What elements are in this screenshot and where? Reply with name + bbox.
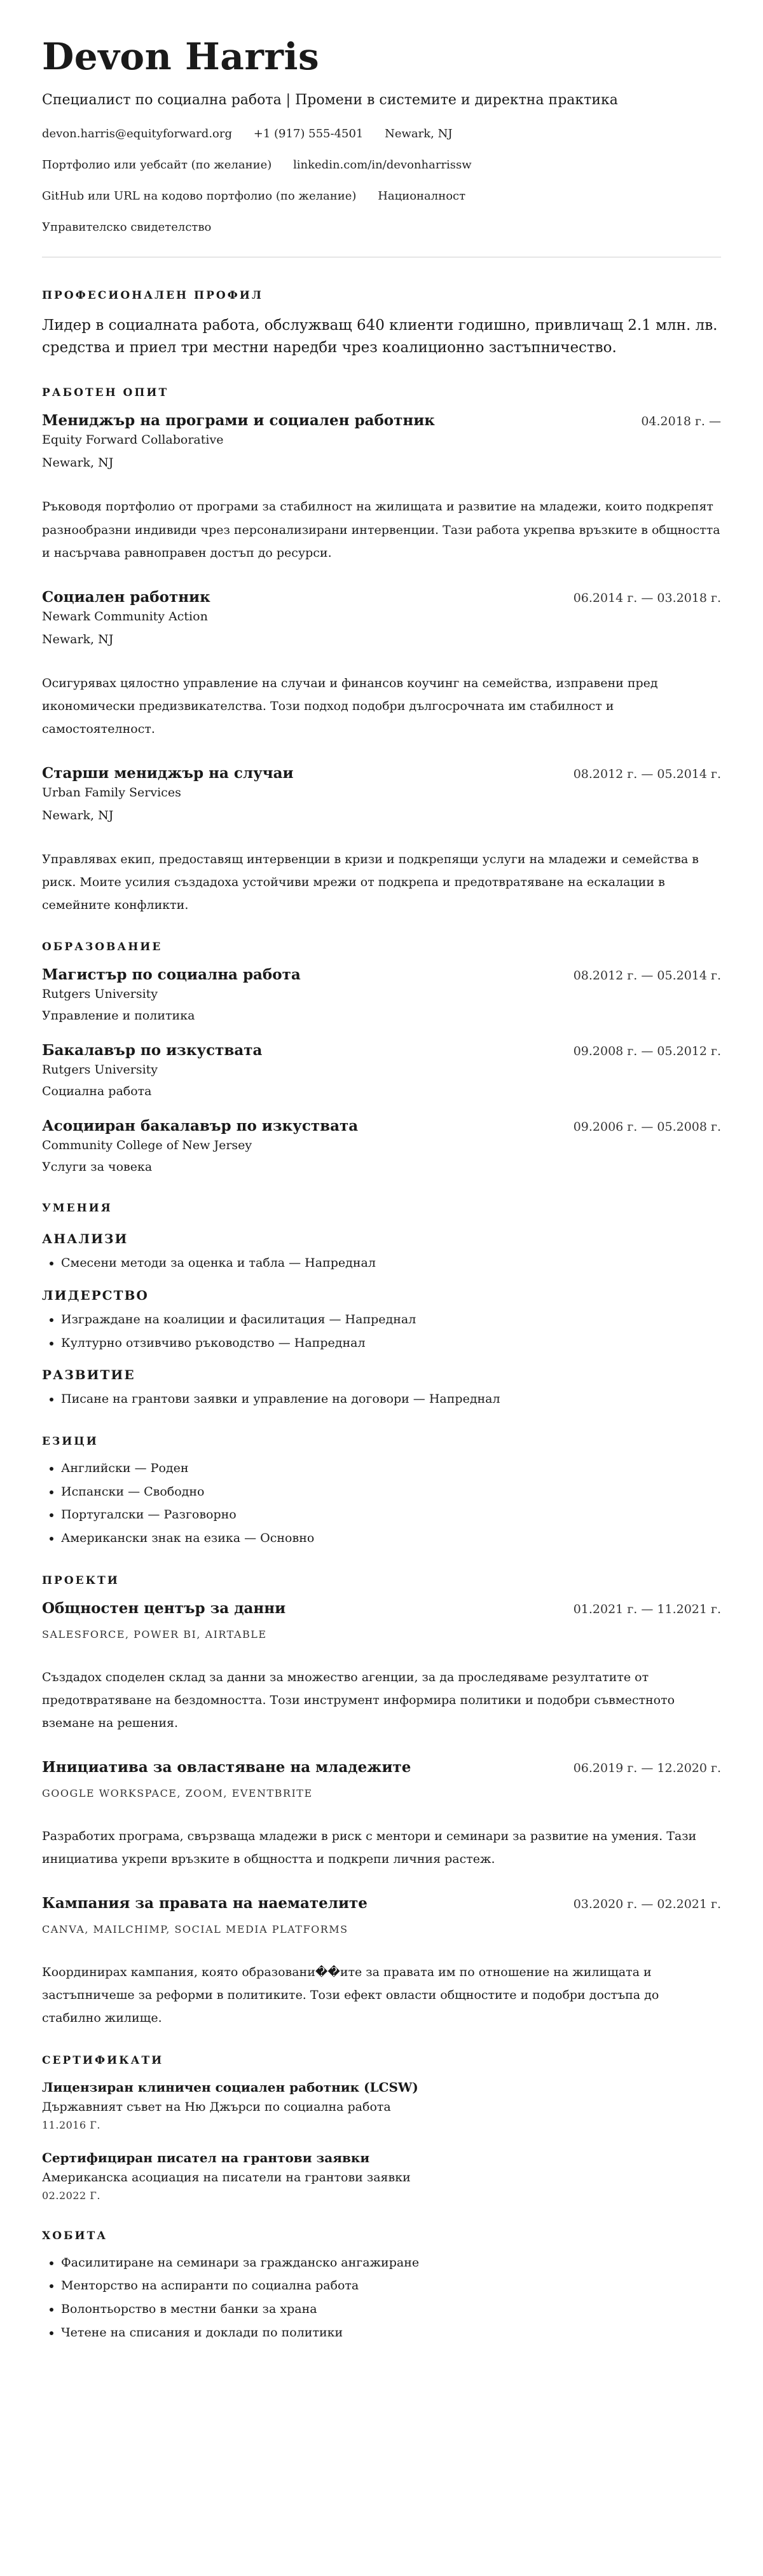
certification-date: 11.2016 Г. [42,2118,100,2131]
candidate-name: Devon Harris [42,35,320,78]
contact-row-links [42,157,721,173]
skill-category: РАЗВИТИЕ [42,1367,135,1383]
education-field: Управление и политика [42,1009,195,1023]
contact-linkedin[interactable]: linkedin.com/in/devonharrissw [293,158,472,172]
experience-date: 04.2018 г. — [641,414,721,429]
language-item: • Испански — Свободно [61,1484,721,1500]
contact-license: Управителско свидетелство [42,221,212,235]
contact-phone[interactable]: +1 (917) 555-4501 [253,126,364,140]
hobby-item: • Фасилитиране на семинари за гражданско ангажиране [61,2255,721,2271]
experience-org: Newark Community Action [42,609,208,624]
skill-item: • Смесени методи за оценка и табла — Напреднал [61,1255,721,1271]
project-date: 01.2021 г. — 11.2021 г. [573,1602,721,1616]
project-description: Създадох споделен склад за данни за множество агенции, за да проследяваме резултатите от предотвратяване на бездомността. Този инструмент информира политики и подобри съвместното вземане на решения. [42,1670,675,1730]
education-school: Community College of New Jersey [42,1138,252,1153]
hobby-item: • Четене на списания и доклади по политики [61,2325,721,2341]
experience-entry [42,765,721,917]
certification-issuer: Американска асоциация на писатели на грантови заявки [42,2170,411,2184]
project-tech: CANVA, MAILCHIMP, SOCIAL MEDIA PLATFORMS [42,1923,348,1936]
education-school: Rutgers University [42,1063,158,1077]
project-date: 06.2019 г. — 12.2020 г. [573,1761,721,1776]
experience-role: Старши мениджър на случаи [42,765,294,782]
contact-email[interactable]: devon.harris@equityforward.org [42,126,233,140]
project-description: Координирах кампания, която образовани��ите за правата им по отношение на жилищата и застъпничеше за реформи в политиките. Този ефект овласти общностите и подобри достъпа до стабилно жилище. [42,1965,659,2026]
experience-org: Urban Family Services [42,786,181,800]
project-tech: GOOGLE WORKSPACE, ZOOM, EVENTBRITE [42,1787,313,1800]
education-date: 09.2006 г. — 05.2008 г. [573,1120,721,1135]
section-title-certifications: СЕРТИФИКАТИ [42,2054,164,2067]
experience-entry [42,412,721,564]
summary-text: Лидер в социалната работа, обслужващ 640 клиенти годишно, привличащ 2.1 млн. лв. средства и приел три местни наредби чрез коалиционно застъпничество. [42,317,718,356]
education-entry [42,1042,721,1098]
certification-entry [42,2080,721,2131]
language-list [42,1461,721,1546]
education-degree: Магистър по социална работа [42,966,301,984]
project-name: Инициатива за овластяване на младежите [42,1759,411,1776]
skill-item: • Изграждане на коалиции и фасилитация — Напреднал [61,1312,721,1328]
experience-entry [42,589,721,740]
education-date: 09.2008 г. — 05.2012 г. [573,1044,721,1059]
experience-description: Управлявах екип, предоставящ интервенции в кризи и подкрепящи услуги на младежи и семейства в риск. Моите усилия създадоха устойчиви мрежи от подкрепа и предотвратяване на ескалации в семейните конфликти. [42,852,699,913]
contact-row-primary [42,126,721,142]
hobby-list [42,2255,721,2341]
experience-role: Социален работник [42,588,210,606]
certification-name: Лицензиран клиничен социален работник (LCSW) [42,2079,418,2095]
language-item: • Американски знак на езика — Основно [61,1530,721,1546]
experience-role: Мениджър на програми и социален работник [42,412,435,430]
project-description: Разработих програма, свързваща младежи в риск с ментори и семинари за развитие на умения. Тази инициатива укрепи връзките в общността и подкрепи личния растеж. [42,1829,697,1867]
skill-list [42,1391,721,1407]
skill-item: • Културно отзивчиво ръководство — Напреднал [61,1335,721,1351]
project-name: Общностен център за данни [42,1599,286,1617]
contact-location: Newark, NJ [385,126,453,140]
experience-description: Осигурявах цялостно управление на случаи и финансов коучинг на семейства, изправени пред икономически предизвикателства. Този подход подобри дългосрочната им стабилност и самостоятелност. [42,676,658,736]
contact-portfolio[interactable]: Портфолио или уебсайт (по желание) [42,158,272,172]
experience-location: Newark, NJ [42,456,114,470]
project-tech: SALESFORCE, POWER BI, AIRTABLE [42,1628,267,1640]
certification-issuer: Държавният съвет на Ню Джърси по социална работа [42,2099,391,2114]
education-section [42,941,721,1174]
hobbies-section [42,2230,721,2341]
section-title-experience: РАБОТЕН ОПИТ [42,386,169,400]
languages-section [42,1435,721,1546]
experience-description: Ръководя портфолио от програми за стабилност на жилищата и развитие на младежи, които подкрепят разнообразни индивиди чрез персонализирани интервенции. Тази работа укрепва връзките в общността и насърчава равноправен достъп до ресурси. [42,500,720,560]
section-title-projects: ПРОЕКТИ [42,1574,120,1587]
skill-item: • Писане на грантови заявки и управление на договори — Напреднал [61,1391,721,1407]
certification-name: Сертифициран писател на грантови заявки [42,2150,370,2165]
experience-date: 06.2014 г. — 03.2018 г. [573,590,721,605]
project-entry [42,1600,721,1734]
education-date: 08.2012 г. — 05.2014 г. [573,969,721,983]
section-title-hobbies: ХОБИТА [42,2229,108,2242]
experience-location: Newark, NJ [42,808,114,822]
skill-list [42,1312,721,1351]
language-item: • Английски — Роден [61,1461,721,1476]
education-entry [42,966,721,1023]
project-entry [42,1895,721,2029]
contact-nationality: Националност [378,189,466,203]
education-field: Социална работа [42,1084,152,1099]
project-date: 03.2020 г. — 02.2021 г. [573,1897,721,1912]
section-title-languages: ЕЗИЦИ [42,1435,99,1448]
section-title-education: ОБРАЗОВАНИЕ [42,941,163,954]
section-title-skills: УМЕНИЯ [42,1202,113,1215]
certification-entry [42,2150,721,2202]
experience-location: Newark, NJ [42,632,114,646]
section-title-summary: ПРОФЕСИОНАЛЕН ПРОФИЛ [42,289,263,303]
hobby-item: • Волонтьорство в местни банки за храна [61,2301,721,2317]
education-entry [42,1117,721,1174]
project-name: Кампания за правата на наемателите [42,1895,368,1912]
education-field: Услуги за човека [42,1160,153,1175]
contact-github[interactable]: GitHub или URL на кодово портфолио (по желание) [42,189,357,203]
experience-date: 08.2012 г. — 05.2014 г. [573,767,721,781]
certification-date: 02.2022 Г. [42,2189,100,2202]
education-school: Rutgers University [42,987,158,1002]
language-item: • Португалски — Разговорно [61,1507,721,1523]
skill-category: ЛИДЕРСТВО [42,1287,149,1303]
project-entry [42,1759,721,1871]
skill-category: АНАЛИЗИ [42,1231,128,1247]
education-degree: Асоцииран бакалавър по изкуствата [42,1117,359,1135]
contact-row-extra [42,188,721,204]
experience-org: Equity Forward Collaborative [42,433,224,447]
education-degree: Бакалавър по изкуствата [42,1042,263,1060]
hobby-item: • Менторство на аспиранти по социална работа [61,2278,721,2294]
certifications-section [42,2054,721,2202]
candidate-subtitle: Специалист по социална работа | Промени в системите и директна практика [42,92,618,108]
skills-section [42,1202,721,1407]
skill-list [42,1255,721,1271]
contact-row-license [42,219,721,235]
